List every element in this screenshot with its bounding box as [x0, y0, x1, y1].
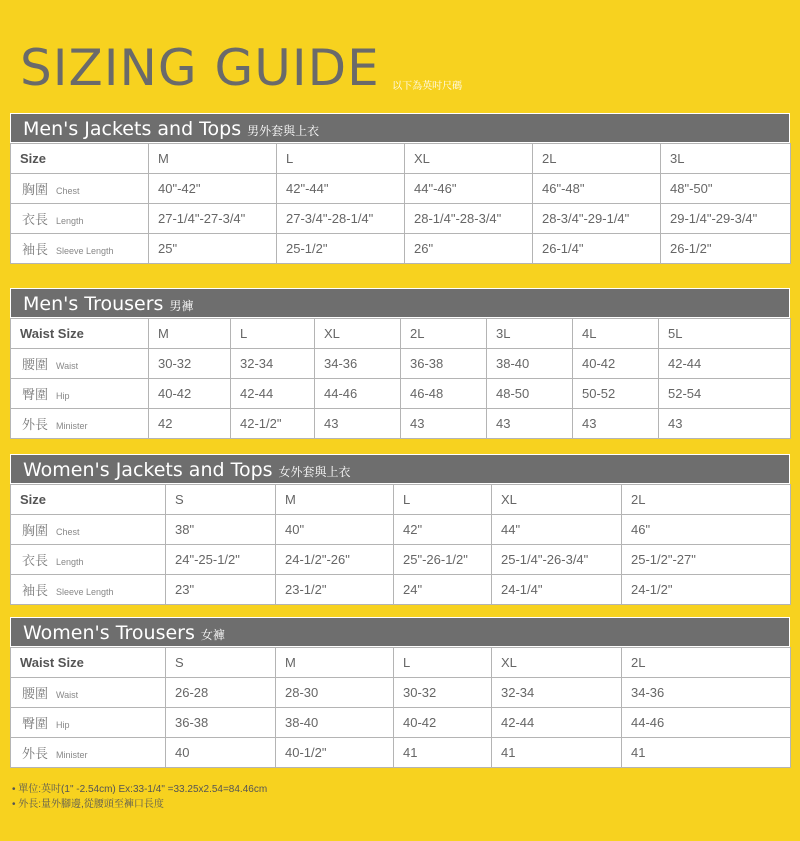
value-cell: 28-30 — [276, 678, 394, 708]
value-cell: 23" — [166, 575, 276, 605]
value-cell: 24" — [394, 575, 492, 605]
value-cell: 24"-25-1/2" — [166, 545, 276, 575]
table-header-row — [11, 648, 791, 678]
size-cell: 3L — [487, 319, 573, 349]
value-cell: 25"-26-1/2" — [394, 545, 492, 575]
value-cell: 46-48 — [401, 379, 487, 409]
value-cell: 28-3/4"-29-1/4" — [533, 204, 661, 234]
size-cell: 2L — [622, 648, 791, 678]
section-womens-trousers — [10, 617, 790, 768]
row-label — [11, 545, 166, 575]
value-cell: 40-42 — [573, 349, 659, 379]
table-row — [11, 678, 791, 708]
value-cell: 36-38 — [401, 349, 487, 379]
value-cell: 42-44 — [231, 379, 315, 409]
row-label-en: Waist — [56, 361, 79, 371]
value-cell: 36-38 — [166, 708, 276, 738]
value-cell: 48"-50" — [661, 174, 791, 204]
value-cell: 42-44 — [659, 349, 791, 379]
row-label-zh: 衣長 — [22, 553, 49, 568]
section-header — [10, 288, 790, 318]
page-header — [20, 38, 462, 98]
row-label — [11, 409, 149, 439]
value-cell: 32-34 — [231, 349, 315, 379]
value-cell: 34-36 — [622, 678, 791, 708]
table-row — [11, 708, 791, 738]
size-cell: 2L — [401, 319, 487, 349]
table-header-row — [11, 144, 791, 174]
section-title: Women's Trousers — [23, 622, 195, 644]
value-cell: 34-36 — [315, 349, 401, 379]
size-cell: M — [149, 144, 277, 174]
section-header — [10, 454, 790, 484]
row-label — [11, 515, 166, 545]
size-header-label: Waist Size — [11, 648, 166, 678]
size-cell: S — [166, 648, 276, 678]
row-label-en: Chest — [56, 186, 80, 196]
value-cell: 40-42 — [149, 379, 231, 409]
row-label-en: Length — [56, 216, 84, 226]
row-label-en: Length — [56, 557, 84, 567]
row-label-en: Hip — [56, 391, 70, 401]
value-cell: 42" — [394, 515, 492, 545]
section-title-zh: 女褲 — [200, 628, 225, 642]
row-label — [11, 174, 149, 204]
footnotes — [12, 782, 267, 812]
row-label-en: Minister — [56, 421, 88, 431]
value-cell: 29-1/4"-29-3/4" — [661, 204, 791, 234]
size-header-label: Size — [11, 144, 149, 174]
value-cell: 44-46 — [622, 708, 791, 738]
section-title-zh: 男褲 — [169, 299, 194, 313]
value-cell: 42-44 — [492, 708, 622, 738]
row-label — [11, 349, 149, 379]
table-row — [11, 174, 791, 204]
size-cell: M — [276, 648, 394, 678]
size-table — [10, 143, 791, 264]
table-row — [11, 349, 791, 379]
section-mens-jackets — [10, 113, 790, 264]
row-label-en: Sleeve Length — [56, 246, 114, 256]
value-cell: 26-1/4" — [533, 234, 661, 264]
value-cell: 26-28 — [166, 678, 276, 708]
page-title: SIZING GUIDE — [20, 39, 380, 97]
value-cell: 26-1/2" — [661, 234, 791, 264]
unit-note: 以下為英吋尺碼 — [392, 81, 463, 92]
size-table — [10, 484, 791, 605]
section-title: Men's Trousers — [23, 293, 164, 315]
value-cell: 43 — [487, 409, 573, 439]
value-cell: 28-1/4"-28-3/4" — [405, 204, 533, 234]
size-cell: 2L — [622, 485, 791, 515]
section-header — [10, 113, 790, 143]
row-label-zh: 袖長 — [22, 242, 49, 257]
value-cell: 27-1/4"-27-3/4" — [149, 204, 277, 234]
value-cell: 42 — [149, 409, 231, 439]
row-label-zh: 胸圍 — [22, 523, 49, 538]
table-row — [11, 379, 791, 409]
size-header-label: Waist Size — [11, 319, 149, 349]
value-cell: 43 — [659, 409, 791, 439]
row-label — [11, 379, 149, 409]
value-cell: 24-1/2"-26" — [276, 545, 394, 575]
value-cell: 40-1/2" — [276, 738, 394, 768]
value-cell: 38" — [166, 515, 276, 545]
value-cell: 25-1/2" — [277, 234, 405, 264]
value-cell: 25-1/4"-26-3/4" — [492, 545, 622, 575]
size-table — [10, 647, 791, 768]
size-cell: XL — [405, 144, 533, 174]
value-cell: 38-40 — [487, 349, 573, 379]
row-label-zh: 袖長 — [22, 583, 49, 598]
row-label — [11, 738, 166, 768]
value-cell: 41 — [622, 738, 791, 768]
value-cell: 23-1/2" — [276, 575, 394, 605]
row-label — [11, 678, 166, 708]
size-table — [10, 318, 791, 439]
size-cell: XL — [315, 319, 401, 349]
value-cell: 44-46 — [315, 379, 401, 409]
value-cell: 24-1/4" — [492, 575, 622, 605]
value-cell: 27-3/4"-28-1/4" — [277, 204, 405, 234]
size-cell: 5L — [659, 319, 791, 349]
value-cell: 30-32 — [149, 349, 231, 379]
size-cell: XL — [492, 648, 622, 678]
value-cell: 46"-48" — [533, 174, 661, 204]
value-cell: 40 — [166, 738, 276, 768]
section-title: Women's Jackets and Tops — [23, 459, 273, 481]
row-label-en: Sleeve Length — [56, 587, 114, 597]
value-cell: 41 — [492, 738, 622, 768]
size-cell: 4L — [573, 319, 659, 349]
value-cell: 43 — [315, 409, 401, 439]
value-cell: 40-42 — [394, 708, 492, 738]
size-cell: L — [394, 485, 492, 515]
row-label-zh: 衣長 — [22, 212, 49, 227]
value-cell: 50-52 — [573, 379, 659, 409]
row-label-en: Hip — [56, 720, 70, 730]
section-mens-trousers — [10, 288, 790, 439]
size-cell: S — [166, 485, 276, 515]
value-cell: 43 — [573, 409, 659, 439]
value-cell: 46" — [622, 515, 791, 545]
section-title-zh: 男外套與上衣 — [247, 124, 320, 138]
size-cell: L — [394, 648, 492, 678]
value-cell: 42"-44" — [277, 174, 405, 204]
section-header — [10, 617, 790, 647]
footnote: • 外長:量外腳邊,從腰頭至褲口長度 — [12, 797, 267, 812]
size-cell: M — [276, 485, 394, 515]
size-cell: L — [277, 144, 405, 174]
value-cell: 25-1/2"-27" — [622, 545, 791, 575]
row-label-zh: 胸圍 — [22, 182, 49, 197]
value-cell: 26" — [405, 234, 533, 264]
value-cell: 25" — [149, 234, 277, 264]
section-womens-jackets — [10, 454, 790, 605]
section-title-zh: 女外套與上衣 — [278, 465, 351, 479]
row-label — [11, 234, 149, 264]
table-row — [11, 204, 791, 234]
value-cell: 40"-42" — [149, 174, 277, 204]
table-row — [11, 575, 791, 605]
value-cell: 38-40 — [276, 708, 394, 738]
table-row — [11, 409, 791, 439]
row-label-zh: 臀圍 — [22, 716, 49, 731]
row-label-zh: 臀圍 — [22, 387, 49, 402]
table-row — [11, 738, 791, 768]
row-label-zh: 外長 — [22, 746, 49, 761]
size-cell: XL — [492, 485, 622, 515]
row-label-en: Chest — [56, 527, 80, 537]
value-cell: 43 — [401, 409, 487, 439]
table-row — [11, 545, 791, 575]
value-cell: 44" — [492, 515, 622, 545]
footnote: • 單位:英吋(1" -2.54cm) Ex:33-1/4" =33.25x2.54=84.46cm — [12, 782, 267, 797]
value-cell: 24-1/2" — [622, 575, 791, 605]
table-row — [11, 515, 791, 545]
row-label-zh: 外長 — [22, 417, 49, 432]
row-label-zh: 腰圍 — [22, 686, 49, 701]
row-label-en: Minister — [56, 750, 88, 760]
value-cell: 52-54 — [659, 379, 791, 409]
size-cell: M — [149, 319, 231, 349]
size-cell: 2L — [533, 144, 661, 174]
table-header-row — [11, 485, 791, 515]
table-row — [11, 234, 791, 264]
size-cell: L — [231, 319, 315, 349]
value-cell: 32-34 — [492, 678, 622, 708]
row-label — [11, 204, 149, 234]
value-cell: 42-1/2" — [231, 409, 315, 439]
row-label — [11, 575, 166, 605]
value-cell: 30-32 — [394, 678, 492, 708]
value-cell: 41 — [394, 738, 492, 768]
value-cell: 40" — [276, 515, 394, 545]
table-header-row — [11, 319, 791, 349]
size-header-label: Size — [11, 485, 166, 515]
row-label-zh: 腰圍 — [22, 357, 49, 372]
size-cell: 3L — [661, 144, 791, 174]
section-title: Men's Jackets and Tops — [23, 118, 242, 140]
value-cell: 44"-46" — [405, 174, 533, 204]
row-label-en: Waist — [56, 690, 79, 700]
value-cell: 48-50 — [487, 379, 573, 409]
row-label — [11, 708, 166, 738]
